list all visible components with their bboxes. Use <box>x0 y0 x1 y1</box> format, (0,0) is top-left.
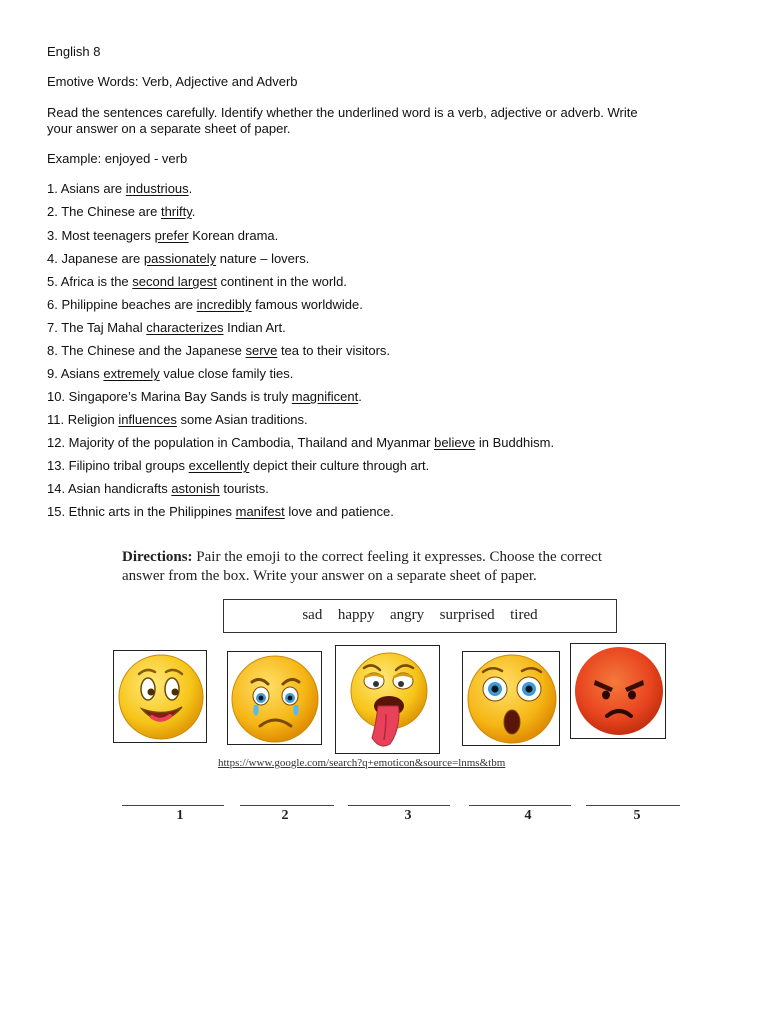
list-item: 6. Philippine beaches are incredibly famous worldwide. <box>47 297 363 312</box>
list-item: 10. Singapore’s Marina Bay Sands is truly magnificent. <box>47 389 362 404</box>
list-item: 8. The Chinese and the Japanese serve tea to their visitors. <box>47 343 391 358</box>
topic-title: Emotive Words: Verb, Adjective and Adverb <box>47 74 298 89</box>
directions-label: Directions: <box>122 549 193 565</box>
list-item: 12. Majority of the population in Cambodia, Thailand and Myanmar believe in Buddhism. <box>47 435 555 450</box>
sad-face-icon <box>227 651 322 745</box>
list-item: 2. The Chinese are thrifty. <box>47 204 196 219</box>
underlined-word: passionately <box>143 251 217 266</box>
underlined-word: astonish <box>171 481 220 496</box>
list-item: 1. Asians are industrious. <box>47 181 193 196</box>
answer-number: 2 <box>281 808 289 823</box>
underlined-word: serve <box>245 343 278 358</box>
underlined-word: magnificent <box>291 389 359 404</box>
underlined-word: excellently <box>188 458 250 473</box>
subject-title: English 8 <box>47 44 101 59</box>
instructions-line-1: Read the sentences carefully. Identify whether the underlined word is a verb, adjective or adverb. Write <box>47 105 638 120</box>
answer-blank-5[interactable] <box>586 805 680 806</box>
answer-number: 5 <box>633 808 641 823</box>
angry-face-icon <box>570 643 666 739</box>
list-item: 9. Asians extremely value close family ties. <box>47 366 294 381</box>
underlined-word: prefer <box>154 228 189 243</box>
underlined-word: manifest <box>235 504 285 519</box>
underlined-word: believe <box>434 435 476 450</box>
example-line: Example: enjoyed - verb <box>47 151 188 166</box>
directions-text: Directions: Pair the emoji to the correct feeling it expresses. Choose the correct answer from the box. Write your answer on a separate sheet of paper. <box>122 549 602 584</box>
source-link[interactable]: https://www.google.com/search?q+emoticon&source=lnms&tbm <box>218 757 506 769</box>
surprised-face-icon <box>462 651 560 746</box>
instructions-line-2: your answer on a separate sheet of paper. <box>47 121 291 136</box>
answer-number: 1 <box>176 808 184 823</box>
underlined-word: second largest <box>132 274 217 289</box>
list-item: 11. Religion influences some Asian traditions. <box>47 412 308 427</box>
list-item: 15. Ethnic arts in the Philippines manifest love and patience. <box>47 504 394 519</box>
underlined-word: influences <box>118 412 177 427</box>
answer-blank-2[interactable] <box>240 805 334 806</box>
list-item: 5. Africa is the second largest continent in the world. <box>47 274 347 289</box>
answer-blank-1[interactable] <box>122 805 224 806</box>
word-choice-box <box>223 599 617 633</box>
answer-blank-4[interactable] <box>469 805 571 806</box>
tired-face-icon <box>335 645 440 754</box>
list-item: 4. Japanese are passionately nature – lovers. <box>47 251 310 266</box>
underlined-word: industrious <box>125 181 189 196</box>
underlined-word: incredibly <box>196 297 252 312</box>
list-item: 7. The Taj Mahal characterizes Indian Art. <box>47 320 286 335</box>
happy-face-icon <box>113 650 207 743</box>
list-item: 14. Asian handicrafts astonish tourists. <box>47 481 269 496</box>
underlined-word: characterizes <box>146 320 224 335</box>
answer-blank-3[interactable] <box>348 805 450 806</box>
answer-number: 4 <box>524 808 532 823</box>
word-choices: sad happy angry surprised tired <box>302 607 538 623</box>
underlined-word: thrifty <box>160 204 192 219</box>
answer-number: 3 <box>404 808 412 823</box>
underlined-word: extremely <box>103 366 160 381</box>
list-item: 13. Filipino tribal groups excellently depict their culture through art. <box>47 458 430 473</box>
list-item: 3. Most teenagers prefer Korean drama. <box>47 228 279 243</box>
